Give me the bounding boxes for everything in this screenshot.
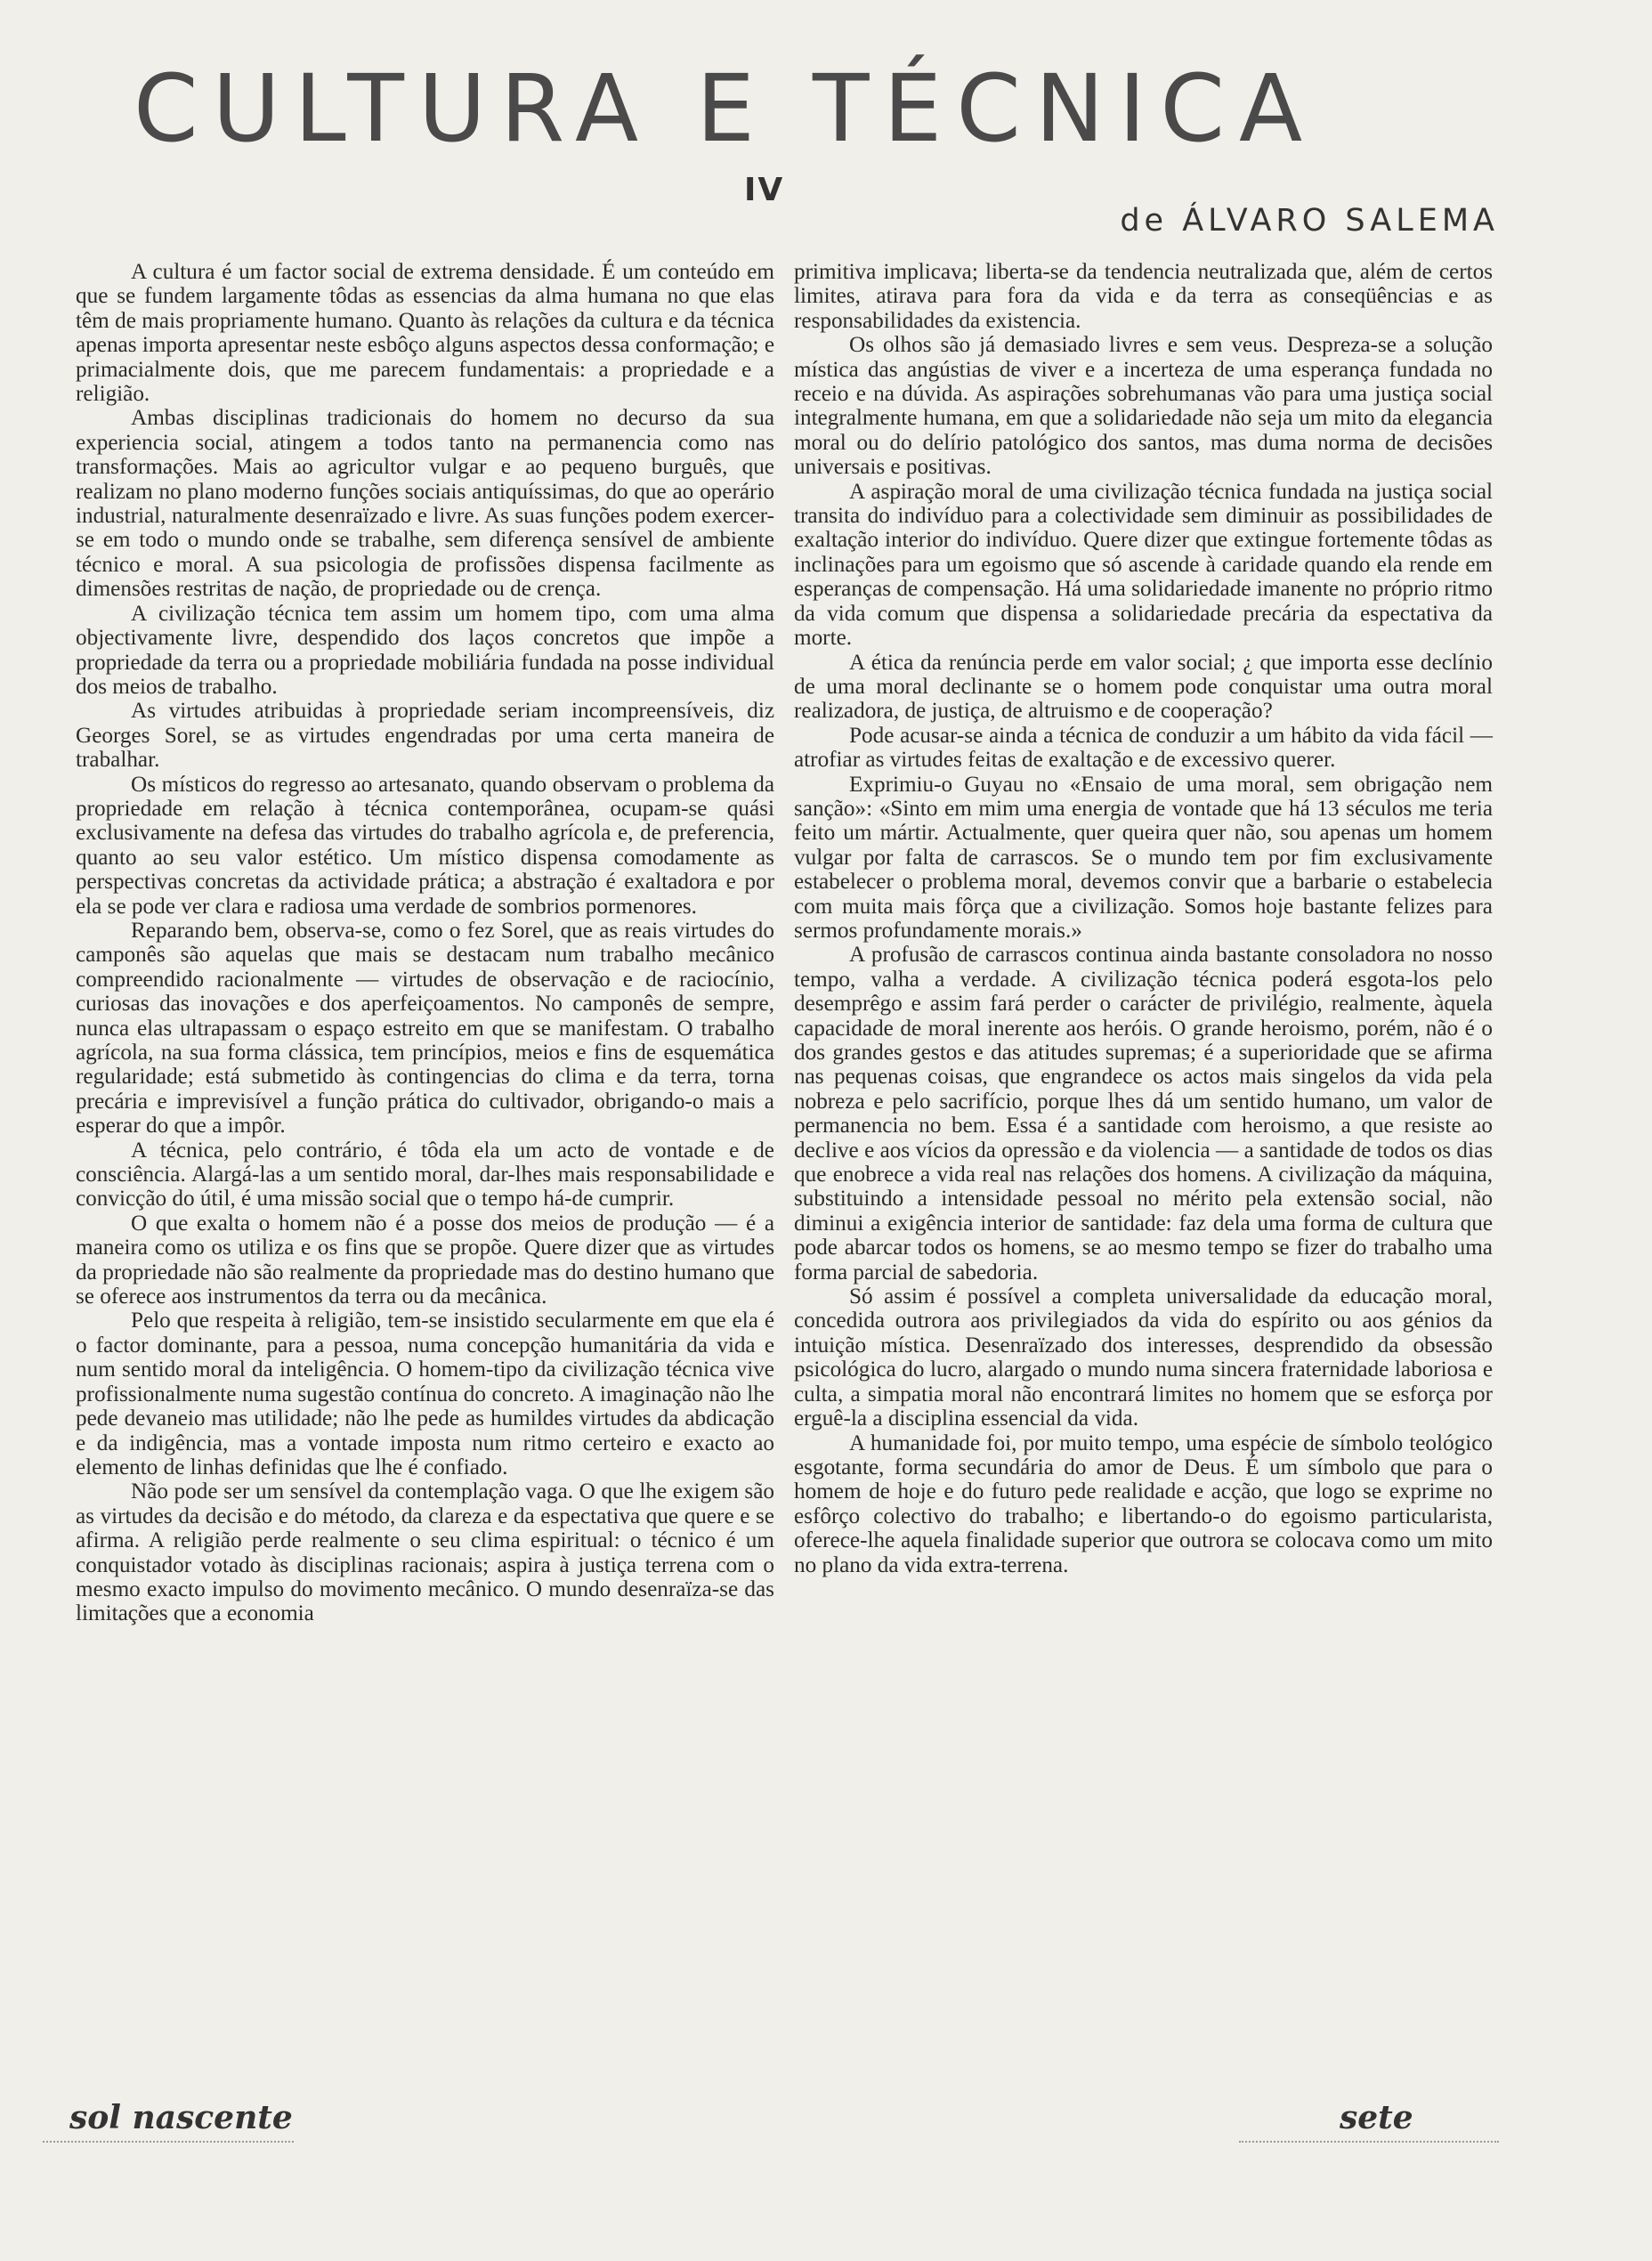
- paragraph: Reparando bem, observa-se, como o fez Sorel, que as reais virtudes do camponês são aquelas que mais se destacam num trabalho mecânico compreendido racionalmente — virtudes de observação e de raciocínio, curiosas das inovações e dos aperfeiçoamentos. No camponês de sempre, nunca elas ultrapassam o espaço estreito em que se manifestam. O trabalho agrícola, na sua forma clássica, tem princípios, meios e fins de esquemática regularidade; está submetido às contingencias do clima e da terra, torna precária e imprevisível a função prática do cultivador, obrigando-o mais a esperar do que a impôr.: [76, 918, 774, 1139]
- paragraph: A ética da renúncia perde em valor social; ¿ que importa esse declínio de uma moral declinante se o homem pode conquistar uma outra moral realizadora, de justiça, de altruismo e de cooperação?: [794, 650, 1493, 724]
- paragraph: As virtudes atribuidas à propriedade seriam incompreensíveis, diz Georges Sorel, se as virtudes engendradas por uma certa maneira de trabalhar.: [76, 699, 774, 773]
- paragraph: Pelo que respeita à religião, tem-se insistido secularmente em que ela é o factor dominante, para a pessoa, numa concepção humanitária da vida e num sentido moral da inteligência. O homem-tipo da civilização técnica vive profissionalmente numa sugestão contínua do concreto. A imaginação não lhe pede devaneio mas utilidade; não lhe pede as humildes virtudes da abdicação e da indigência, mas a vontade imposta num ritmo certeiro e exacto ao elemento de linhas definidas que lhe é confiado.: [76, 1309, 774, 1479]
- part-number: IV: [744, 172, 785, 208]
- paragraph: A profusão de carrascos continua ainda bastante consoladora no nosso tempo, valha a verdade. A civilização técnica poderá esgota-los pelo desemprêgo e assim fará perder o carácter de privilégio, realmente, àquela capacidade de moral inerente aos heróis. O grande heroismo, porém, não é o dos grandes gestos e das atitudes supremas; é a superioridade que se afirma nas pequenas coisas, que engrandece os actos mais singelos da vida pela nobreza e pelo sacrifício, porque lhes dá um sentido humano, um valor de permanencia no bem. Essa é a santidade com heroismo, a que resiste ao declive e aos vícios da opressão e da violencia — a santidade de todos os dias que enobrece a vida real nas relações dos homens. A civilização da máquina, substituindo a intensidade pessoal no mérito pela extensão social, não diminui a exigência interior de santidade: faz dela uma forma de cultura que pode abarcar todos os homens, se ao mesmo tempo se fizer do trabalho uma forma parcial de sabedoria.: [794, 943, 1493, 1284]
- footer-rule-right: [1239, 2141, 1499, 2146]
- page-number: sete: [1340, 2099, 1413, 2136]
- article-title: CULTURA E TÉCNICA: [134, 54, 1317, 163]
- paragraph-continued: primitiva implicava; liberta-se da tendencia neutralizada que, além de certos limites, atirava para fora da vida e da terra as conseqüências e as responsabilidades da existencia.: [794, 260, 1493, 333]
- paragraph: Exprimiu-o Guyau no «Ensaio de uma moral, sem obrigação nem sanção»: «Sinto em mim uma energia de vontade que há 13 séculos me teria feito um mártir. Actualmente, quer queira quer não, sou apenas um homem vulgar por falta de carrascos. Se o mundo tem por fim exclusivamente estabelecer o problema moral, devemos convir que a barbarie o estabelecia com muita mais fôrça que a civilização. Somos hoje bastante felizes para sermos profundamente morais.»: [794, 772, 1493, 943]
- publication-name: sol nascente: [69, 2099, 293, 2136]
- paragraph: Só assim é possível a completa universalidade da educação moral, concedida outrora aos privilegiados da vida do espírito ou aos génios da intuição mística. Desenraïzado dos interesses, desprendido da obsessão psicológica do lucro, alargado o mundo numa sincera fraternidade laboriosa e culta, a simpatia moral não encontrará limites no homem que se esforça por erguê-la a disciplina essencial da vida.: [794, 1284, 1493, 1431]
- paragraph: A civilização técnica tem assim um homem tipo, com uma alma objectivamente livre, despendido dos laços concretos que impõe a propriedade da terra ou a propriedade mobiliária fundada na posse individual dos meios de trabalho.: [76, 601, 774, 699]
- paragraph: Os místicos do regresso ao artesanato, quando observam o problema da propriedade em relação à técnica contemporânea, ocupam-se quási exclusivamente na defesa das virtudes do trabalho agrícola e, de preferencia, quanto ao seu valor estético. Um místico dispensa comodamente as perspectivas concretas da actividade prática; a abstração é exaltadora e por ela se pode ver clara e radiosa uma verdade de sombrios pormenores.: [76, 772, 774, 919]
- paragraph: Pode acusar-se ainda a técnica de conduzir a um hábito da vida fácil — atrofiar as virtudes feitas de exaltação e de excessivo querer.: [794, 723, 1493, 773]
- paragraph: A aspiração moral de uma civilização técnica fundada na justiça social transita do indivíduo para a colectividade sem diminuir as possibilidades de exaltação interior do indivíduo. Quere dizer que extingue fortemente tôdas as inclinações para um egoismo que só ascende à caridade quando ela rende em esperanças de compensação. Há uma solidariedade imanente no próprio ritmo da vida comum que dispensa a solidariedade precária da espectativa da morte.: [794, 479, 1493, 651]
- footer-rule-left: [43, 2141, 294, 2146]
- paragraph: Não pode ser um sensível da contemplação vaga. O que lhe exigem são as virtudes da decisão e do método, da clareza e da espectativa que quere e se afirma. A religião perde realmente o seu clima espiritual: o técnico é um conquistador votado às disciplinas racionais; aspira à justiça terrena com o mesmo exacto impulso do movimento mecânico. O mundo desenraïza-se das limitações que a economia: [76, 1479, 774, 1626]
- paragraph: O que exalta o homem não é a posse dos meios de produção — é a maneira como os utiliza e os fins que se propõe. Quere dizer que as virtudes da propriedade não são realmente da propriedade mas do destino humano que se oferece aos instrumentos da terra ou da mecânica.: [76, 1211, 774, 1309]
- paragraph: A técnica, pelo contrário, é tôda ela um acto de vontade e de consciência. Alargá-las a um sentido moral, dar-lhes mais responsabilidade e convicção do útil, é uma missão social que o tempo há-de cumprir.: [76, 1138, 774, 1212]
- author-byline: de ÁLVARO SALEMA: [1120, 203, 1499, 239]
- left-column: [76, 260, 774, 1626]
- paragraph: Ambas disciplinas tradicionais do homem no decurso da sua experiencia social, atingem a todos tanto na permanencia como nas transformações. Mais ao agricultor vulgar e ao pequeno burguês, que realizam no plano moderno funções sociais antiquíssimas, do que ao operário industrial, naturalmente desenraïzado e livre. As suas funções podem exercer-se em todo o mundo onde se trabalhe, sem diferença sensível de ambiente técnico e moral. A sua psicologia de profissões dispensa facilmente as dimensões restritas de nação, de propriedade ou de crença.: [76, 406, 774, 602]
- paragraph: Os olhos são já demasiado livres e sem veus. Despreza-se a solução mística das angústias de viver e a incerteza de uma esperança fundada no receio e na dúvida. As aspirações sobrehumanas vão para uma justiça social integralmente humana, em que a solidariedade não seja um mito da elegancia moral ou do delírio patológico dos santos, mas duma norma de decisões universais e positivas.: [794, 333, 1493, 480]
- paragraph: A cultura é um factor social de extrema densidade. É um conteúdo em que se fundem largamente tôdas as essencias da alma humana no que elas têm de mais propriamente humano. Quanto às relações da cultura e da técnica apenas importa apresentar neste esbôço alguns aspectos dessa conformação; e primacialmente dois, que me parecem fundamentais: a propriedade e a religião.: [76, 260, 774, 407]
- paragraph: A humanidade foi, por muito tempo, uma espécie de símbolo teológico esgotante, forma secundária do amor de Deus. É um símbolo que para o homem de hoje e do futuro pede realidade e acção, que logo se exprime no esfôrço colectivo do trabalho; e libertando-o do egoismo particularista, oferece-lhe aquela finalidade superior que outrora se colocava como um mito no plano da vida extra-terrena.: [794, 1430, 1493, 1577]
- right-column: [794, 260, 1493, 1577]
